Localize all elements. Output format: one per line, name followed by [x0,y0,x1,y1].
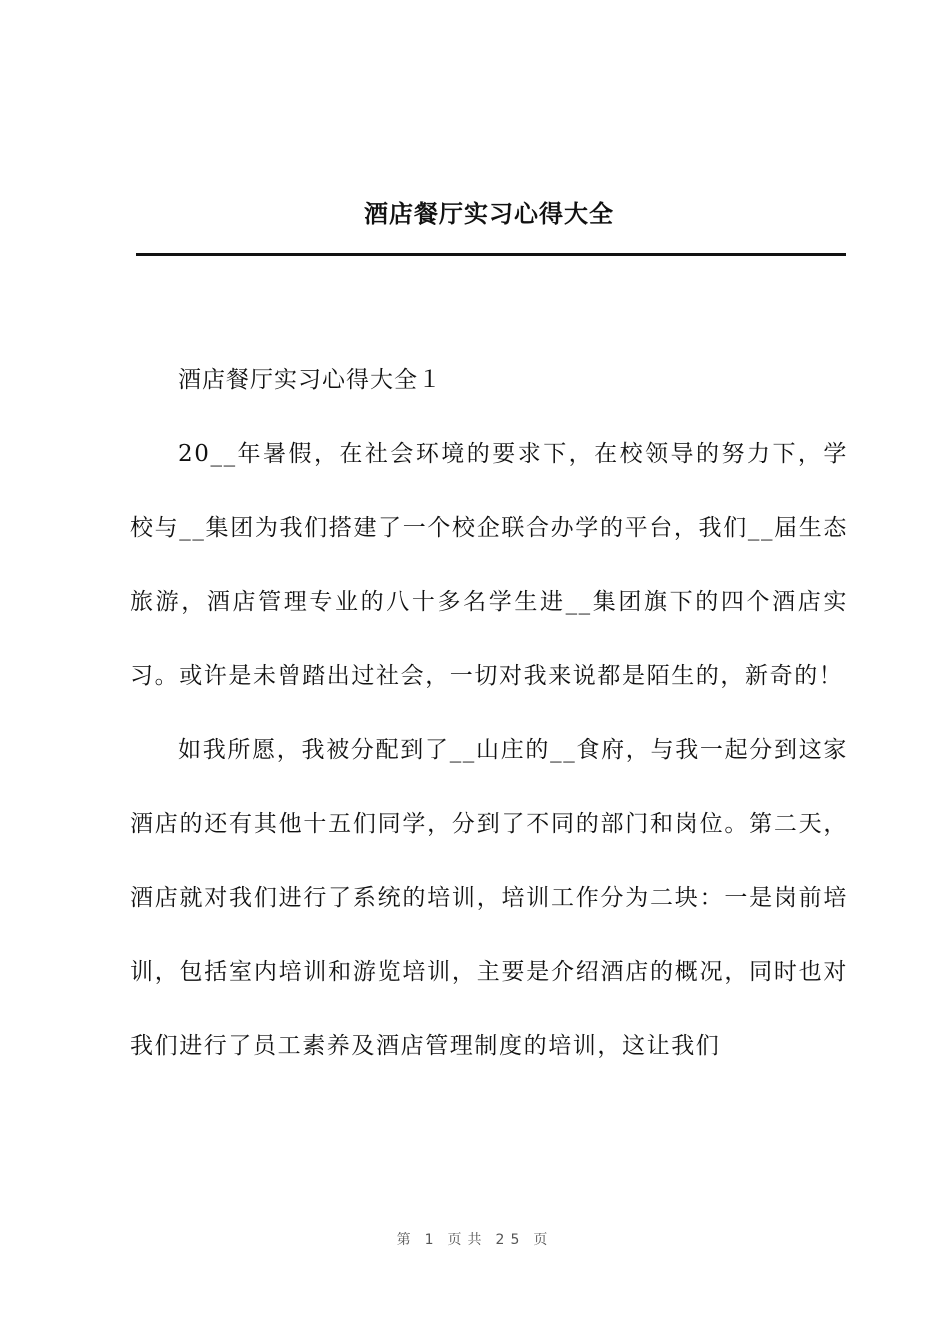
footer-prefix: 第 [396,1232,417,1248]
document-title: 酒店餐厅实习心得大全 [364,199,614,228]
footer-total-pages: 25 [495,1232,526,1248]
title-divider [136,253,846,256]
page-footer [0,1229,950,1249]
document-body [130,343,848,1083]
footer-middle: 页共 [447,1232,488,1248]
paragraph-1: 20__年暑假，在社会环境的要求下，在校领导的努力下，学校与__集团为我们搭建了一个校企联合办学的平台，我们__届生态旅游，酒店管理专业的八十多名学生进__集团旗下的四个酒店实习。或许是未曾踏出过社会，一切对我来说都是陌生的，新奇的！ [130,441,848,689]
section-heading: 酒店餐厅实习心得大全１ [178,367,442,393]
footer-page-number: 1 [424,1232,440,1248]
footer-suffix: 页 [533,1232,554,1248]
paragraph-2: 如我所愿，我被分配到了__山庄的__食府，与我一起分到这家酒店的还有其他十五们同学，分到了不同的部门和岗位。第二天，酒店就对我们进行了系统的培训，培训工作分为二块：一是岗前培训，包括室内培训和游览培训，主要是介绍酒店的概况，同时也对我们进行了员工素养及酒店管理制度的培训，这让我们 [130,737,848,1059]
